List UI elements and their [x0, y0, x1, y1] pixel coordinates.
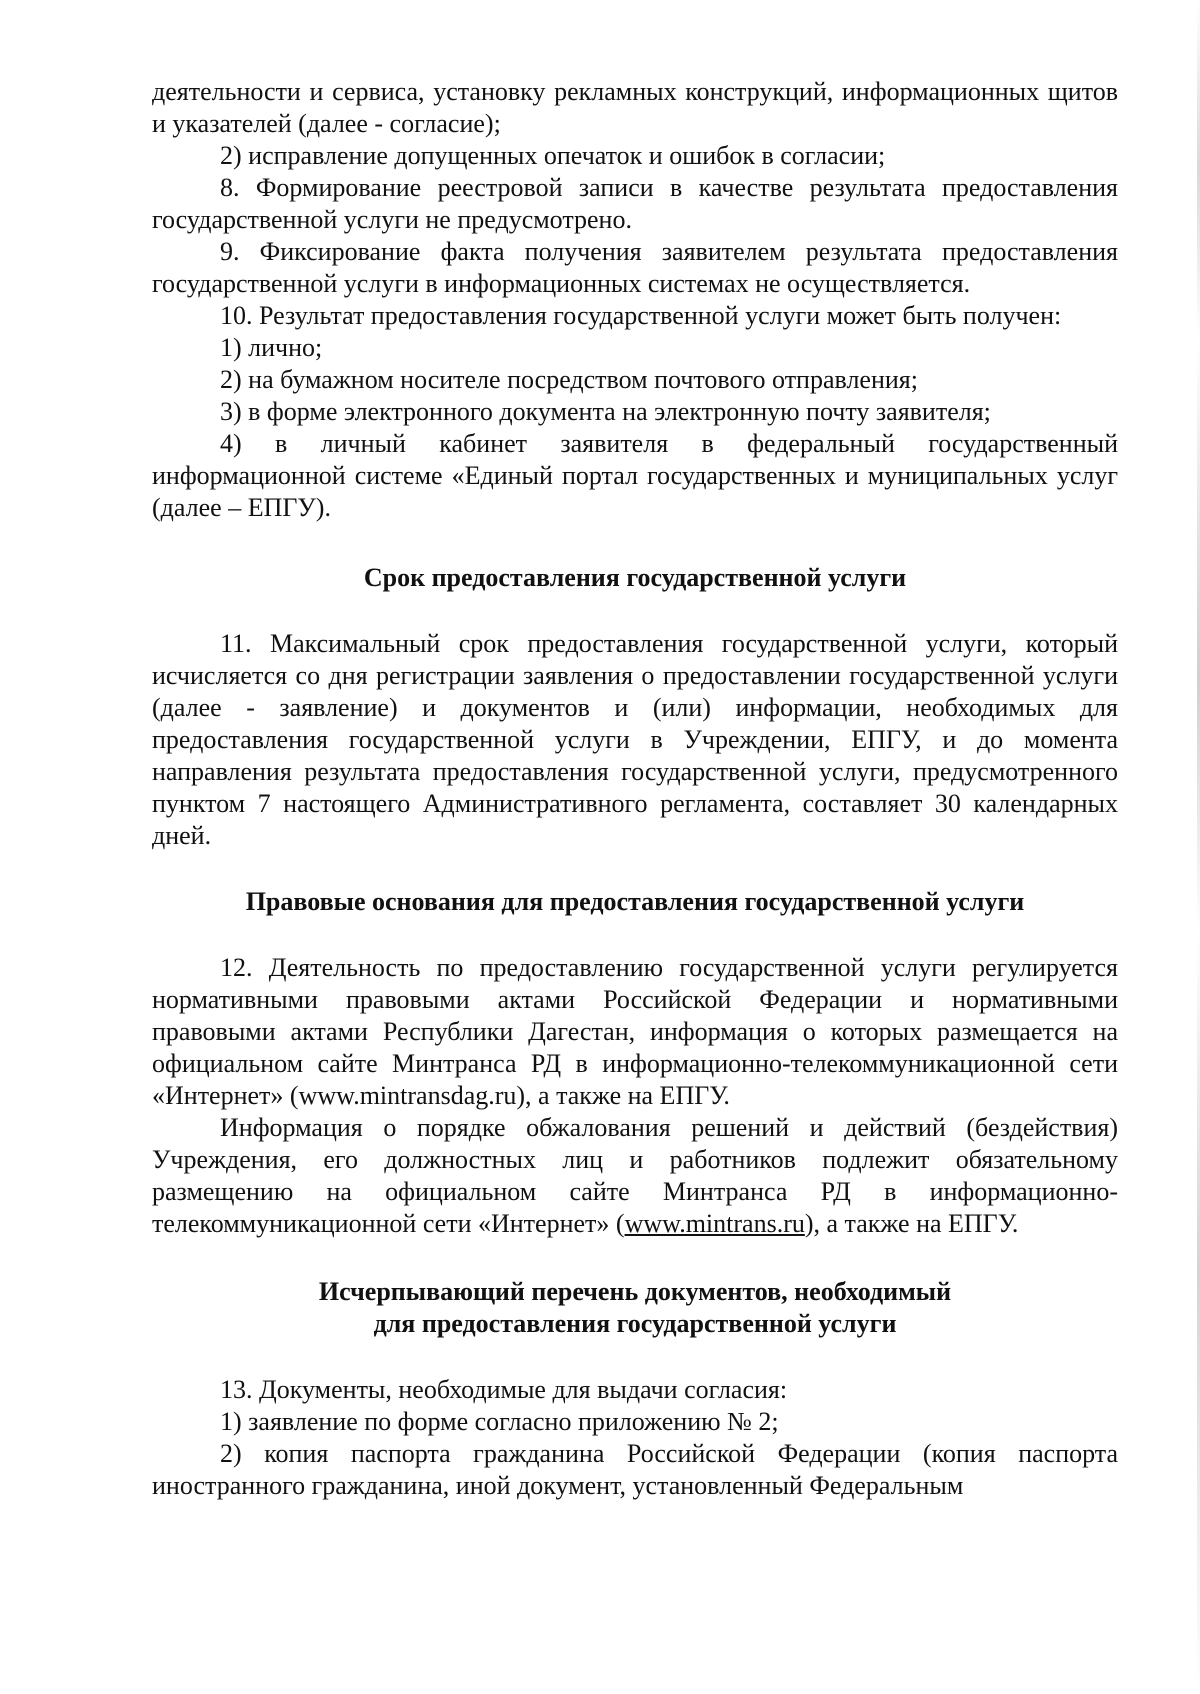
spacer — [152, 918, 1118, 952]
paragraph-5: 10. Результат предоставления государственной услуги может быть получен: — [220, 301, 1062, 330]
section-heading-term: Срок предоставления государственной услуги — [363, 563, 907, 592]
paragraph-4: 9. Фиксирование факта получения заявителем результата предоставления государственной услуги в информационных системах не осуществляется. — [152, 237, 1118, 298]
paragraph-15: 2) копия паспорта гражданина Российской Федерации (копия паспорта иностранного гражданина, иной документ, установленный Федеральным — [152, 1439, 1118, 1500]
document-body — [152, 76, 1118, 1502]
paragraph-2: 2) исправление допущенных опечаток и ошибок в согласии; — [220, 141, 886, 170]
spacer — [152, 1340, 1118, 1374]
paragraph-8: 3) в форме электронного документа на электронную почту заявителя; — [220, 397, 991, 426]
paragraph-10: 11. Максимальный срок предоставления государственной услуги, который исчисляется со дня регистрации заявления о предоставлении государственной услуги (далее - заявление) и документов и (или) информации, необходимых для предоставления государственной услуги в Учреждении, ЕПГУ, и до момента направления результата предоставления государственной услуги, предусмотренного пунктом 7 настоящего Административного регламента, составляет 30 календарных дней. — [152, 629, 1118, 850]
paragraph-3: 8. Формирование реестровой записи в качестве результата предоставления государственной услуги не предусмотрено. — [152, 173, 1118, 234]
mintrans-link[interactable]: www.mintrans.ru — [624, 1209, 805, 1238]
section-heading-documents-line-2: для предоставления государственной услуги — [373, 1309, 897, 1338]
spacer — [152, 852, 1118, 886]
spacer — [152, 524, 1118, 562]
paragraph-1: деятельности и сервиса, установку рекламных конструкций, информационных щитов и указателей (далее - согласие); — [152, 77, 1118, 138]
paragraph-14: 1) заявление по форме согласно приложению № 2; — [220, 1407, 779, 1436]
section-heading-documents-line-1: Исчерпывающий перечень документов, необходимый — [318, 1277, 952, 1306]
paragraph-7: 2) на бумажном носителе посредством почтового отправления; — [220, 365, 918, 394]
paragraph-11: 12. Деятельность по предоставлению государственной услуги регулируется нормативными правовыми актами Российской Федерации и нормативными правовыми актами Республики Дагестан, информация о которых размещается на официальном сайте Минтранса РД в информационно-телекоммуникационной сети «Интернет» (www.mintransdag.ru), а также на ЕПГУ. — [152, 953, 1118, 1110]
paragraph-6: 1) лично; — [220, 333, 323, 362]
paragraph-13: 13. Документы, необходимые для выдачи согласия: — [220, 1375, 788, 1404]
paragraph-12-text-end: ), а также на ЕПГУ. — [804, 1209, 1019, 1238]
section-heading-legal-basis: Правовые основания для предоставления государственной услуги — [245, 887, 1025, 916]
spacer — [152, 1240, 1118, 1276]
spacer — [152, 594, 1118, 628]
paragraph-9: 4) в личный кабинет заявителя в федеральный государственный информационной системе «Единый портал государственных и муниципальных услуг (далее – ЕПГУ). — [152, 429, 1118, 522]
paragraph-12-text-start: Информация о порядке обжалования решений и действий (бездействия) Учреждения, его должностных лиц и работников подлежит обязательному размещению на официальном сайте Минтранса РД в информационно-телекоммуникационной сети «Интернет» ( — [152, 1113, 1118, 1238]
paragraph-12 — [152, 1112, 1118, 1240]
